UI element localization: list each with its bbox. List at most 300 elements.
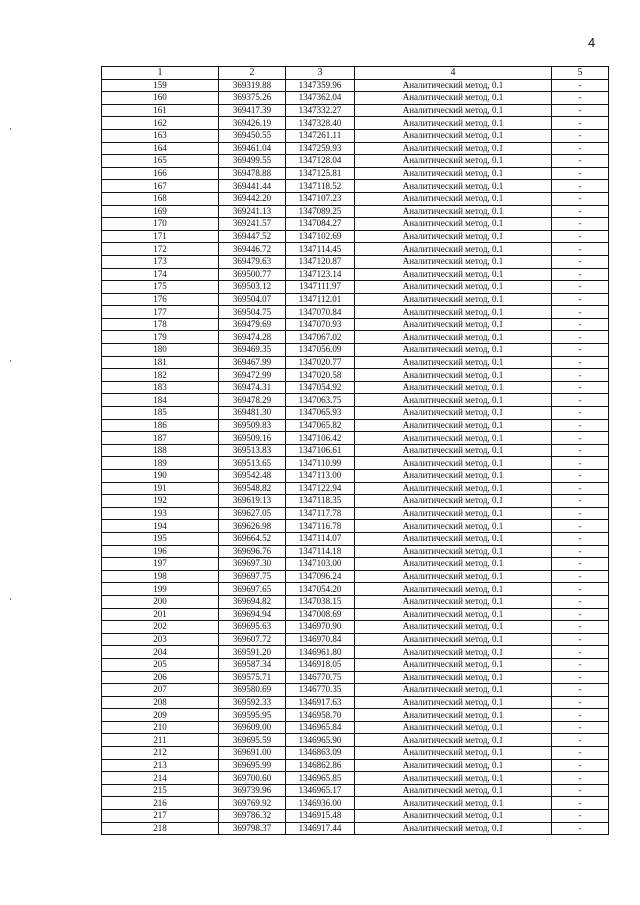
header-col-5: 5 (552, 67, 609, 80)
point-number-cell: 177 (102, 306, 219, 319)
point-number-cell: 208 (102, 696, 219, 709)
method-cell: Аналитический метод, 0.1 (355, 344, 552, 357)
table-row (102, 671, 609, 684)
table-row (102, 419, 609, 432)
point-number-cell: 178 (102, 318, 219, 331)
x-coordinate-cell: 369696.76 (219, 545, 286, 558)
table-row (102, 721, 609, 734)
y-coordinate-cell: 1347089.25 (286, 205, 355, 218)
table-row (102, 658, 609, 671)
table-body (102, 79, 609, 835)
description-cell: - (552, 268, 609, 281)
x-coordinate-cell: 369694.94 (219, 608, 286, 621)
table-row (102, 595, 609, 608)
y-coordinate-cell: 1347128.04 (286, 155, 355, 168)
y-coordinate-cell: 1346915.48 (286, 810, 355, 823)
point-number-cell: 166 (102, 167, 219, 180)
method-cell: Аналитический метод, 0.1 (355, 545, 552, 558)
method-cell: Аналитический метод, 0.1 (355, 318, 552, 331)
x-coordinate-cell: 369478.88 (219, 167, 286, 180)
description-cell: - (552, 230, 609, 243)
table-row (102, 583, 609, 596)
y-coordinate-cell: 1347067.02 (286, 331, 355, 344)
point-number-cell: 213 (102, 759, 219, 772)
y-coordinate-cell: 1346770.35 (286, 684, 355, 697)
method-cell: Аналитический метод, 0.1 (355, 79, 552, 92)
scan-mark (10, 128, 11, 130)
description-cell: - (552, 570, 609, 583)
description-cell: - (552, 356, 609, 369)
table-row (102, 545, 609, 558)
point-number-cell: 162 (102, 117, 219, 130)
y-coordinate-cell: 1347084.27 (286, 218, 355, 231)
point-number-cell: 181 (102, 356, 219, 369)
method-cell: Аналитический метод, 0.1 (355, 356, 552, 369)
x-coordinate-cell: 369592.33 (219, 696, 286, 709)
point-number-cell: 194 (102, 520, 219, 533)
y-coordinate-cell: 1346970.90 (286, 621, 355, 634)
description-cell: - (552, 583, 609, 596)
description-cell: - (552, 759, 609, 772)
table-row (102, 444, 609, 457)
x-coordinate-cell: 369474.28 (219, 331, 286, 344)
method-cell: Аналитический метод, 0.1 (355, 608, 552, 621)
table-row (102, 129, 609, 142)
table-row (102, 532, 609, 545)
x-coordinate-cell: 369587.34 (219, 658, 286, 671)
description-cell: - (552, 318, 609, 331)
x-coordinate-cell: 369739.96 (219, 784, 286, 797)
table-row (102, 432, 609, 445)
description-cell: - (552, 470, 609, 483)
table-row (102, 520, 609, 533)
table-row (102, 810, 609, 823)
description-cell: - (552, 822, 609, 835)
method-cell: Аналитический метод, 0.1 (355, 772, 552, 785)
description-cell: - (552, 407, 609, 420)
x-coordinate-cell: 369691.00 (219, 747, 286, 760)
point-number-cell: 165 (102, 155, 219, 168)
y-coordinate-cell: 1346958.70 (286, 709, 355, 722)
point-number-cell: 163 (102, 129, 219, 142)
method-cell: Аналитический метод, 0.1 (355, 331, 552, 344)
y-coordinate-cell: 1347065.82 (286, 419, 355, 432)
point-number-cell: 176 (102, 293, 219, 306)
x-coordinate-cell: 369474.31 (219, 381, 286, 394)
description-cell: - (552, 306, 609, 319)
table-row (102, 230, 609, 243)
table-row (102, 608, 609, 621)
description-cell: - (552, 104, 609, 117)
description-cell: - (552, 180, 609, 193)
y-coordinate-cell: 1347113.00 (286, 470, 355, 483)
point-number-cell: 216 (102, 797, 219, 810)
point-number-cell: 204 (102, 646, 219, 659)
x-coordinate-cell: 369375.26 (219, 92, 286, 105)
method-cell: Аналитический метод, 0.1 (355, 595, 552, 608)
y-coordinate-cell: 1347122.94 (286, 482, 355, 495)
y-coordinate-cell: 1347020.58 (286, 369, 355, 382)
table-row (102, 218, 609, 231)
point-number-cell: 198 (102, 570, 219, 583)
method-cell: Аналитический метод, 0.1 (355, 558, 552, 571)
description-cell: - (552, 633, 609, 646)
point-number-cell: 210 (102, 721, 219, 734)
x-coordinate-cell: 369467.99 (219, 356, 286, 369)
method-cell: Аналитический метод, 0.1 (355, 381, 552, 394)
point-number-cell: 159 (102, 79, 219, 92)
table-row (102, 255, 609, 268)
point-number-cell: 195 (102, 532, 219, 545)
x-coordinate-cell: 369513.83 (219, 444, 286, 457)
description-cell: - (552, 734, 609, 747)
y-coordinate-cell: 1347118.52 (286, 180, 355, 193)
description-cell: - (552, 255, 609, 268)
method-cell: Аналитический метод, 0.1 (355, 482, 552, 495)
method-cell: Аналитический метод, 0.1 (355, 444, 552, 457)
table-row (102, 407, 609, 420)
table-row (102, 192, 609, 205)
x-coordinate-cell: 369607.72 (219, 633, 286, 646)
description-cell: - (552, 142, 609, 155)
table-row (102, 117, 609, 130)
table-row (102, 79, 609, 92)
y-coordinate-cell: 1347112.01 (286, 293, 355, 306)
point-number-cell: 192 (102, 495, 219, 508)
y-coordinate-cell: 1347070.93 (286, 318, 355, 331)
method-cell: Аналитический метод, 0.1 (355, 671, 552, 684)
y-coordinate-cell: 1347259.93 (286, 142, 355, 155)
y-coordinate-cell: 1346862.86 (286, 759, 355, 772)
x-coordinate-cell: 369504.07 (219, 293, 286, 306)
method-cell: Аналитический метод, 0.1 (355, 155, 552, 168)
point-number-cell: 193 (102, 507, 219, 520)
y-coordinate-cell: 1346863.09 (286, 747, 355, 760)
method-cell: Аналитический метод, 0.1 (355, 167, 552, 180)
point-number-cell: 169 (102, 205, 219, 218)
table-row (102, 394, 609, 407)
x-coordinate-cell: 369548.82 (219, 482, 286, 495)
point-number-cell: 164 (102, 142, 219, 155)
point-number-cell: 174 (102, 268, 219, 281)
description-cell: - (552, 444, 609, 457)
table-row (102, 784, 609, 797)
method-cell: Аналитический метод, 0.1 (355, 142, 552, 155)
y-coordinate-cell: 1346917.63 (286, 696, 355, 709)
x-coordinate-cell: 369446.72 (219, 243, 286, 256)
table-row (102, 281, 609, 294)
y-coordinate-cell: 1347106.42 (286, 432, 355, 445)
table-row (102, 709, 609, 722)
y-coordinate-cell: 1347070.84 (286, 306, 355, 319)
x-coordinate-cell: 369575.71 (219, 671, 286, 684)
table-row (102, 457, 609, 470)
y-coordinate-cell: 1347056.09 (286, 344, 355, 357)
header-col-1: 1 (102, 67, 219, 80)
x-coordinate-cell: 369319.88 (219, 79, 286, 92)
method-cell: Аналитический метод, 0.1 (355, 684, 552, 697)
description-cell: - (552, 243, 609, 256)
table-row (102, 696, 609, 709)
point-number-cell: 203 (102, 633, 219, 646)
y-coordinate-cell: 1347123.14 (286, 268, 355, 281)
y-coordinate-cell: 1346965.17 (286, 784, 355, 797)
table-row (102, 205, 609, 218)
y-coordinate-cell: 1347103.00 (286, 558, 355, 571)
y-coordinate-cell: 1347117.78 (286, 507, 355, 520)
description-cell: - (552, 696, 609, 709)
description-cell: - (552, 621, 609, 634)
description-cell: - (552, 192, 609, 205)
table-row (102, 381, 609, 394)
x-coordinate-cell: 369479.63 (219, 255, 286, 268)
description-cell: - (552, 595, 609, 608)
x-coordinate-cell: 369694.82 (219, 595, 286, 608)
x-coordinate-cell: 369478.29 (219, 394, 286, 407)
table-row (102, 734, 609, 747)
description-cell: - (552, 482, 609, 495)
description-cell: - (552, 331, 609, 344)
table-row (102, 621, 609, 634)
x-coordinate-cell: 369697.75 (219, 570, 286, 583)
point-number-cell: 175 (102, 281, 219, 294)
y-coordinate-cell: 1347114.07 (286, 532, 355, 545)
point-number-cell: 189 (102, 457, 219, 470)
x-coordinate-cell: 369500.77 (219, 268, 286, 281)
table-row (102, 293, 609, 306)
x-coordinate-cell: 369461.04 (219, 142, 286, 155)
x-coordinate-cell: 369504.75 (219, 306, 286, 319)
y-coordinate-cell: 1346961.80 (286, 646, 355, 659)
x-coordinate-cell: 369798.37 (219, 822, 286, 835)
description-cell: - (552, 281, 609, 294)
description-cell: - (552, 117, 609, 130)
method-cell: Аналитический метод, 0.1 (355, 205, 552, 218)
table-row (102, 306, 609, 319)
point-number-cell: 199 (102, 583, 219, 596)
method-cell: Аналитический метод, 0.1 (355, 129, 552, 142)
method-cell: Аналитический метод, 0.1 (355, 92, 552, 105)
description-cell: - (552, 558, 609, 571)
description-cell: - (552, 394, 609, 407)
point-number-cell: 179 (102, 331, 219, 344)
y-coordinate-cell: 1346965.84 (286, 721, 355, 734)
table-row (102, 470, 609, 483)
x-coordinate-cell: 369786.32 (219, 810, 286, 823)
point-number-cell: 167 (102, 180, 219, 193)
x-coordinate-cell: 369619.13 (219, 495, 286, 508)
point-number-cell: 180 (102, 344, 219, 357)
point-number-cell: 170 (102, 218, 219, 231)
table-row (102, 558, 609, 571)
description-cell: - (552, 520, 609, 533)
description-cell: - (552, 92, 609, 105)
y-coordinate-cell: 1347125.81 (286, 167, 355, 180)
point-number-cell: 214 (102, 772, 219, 785)
x-coordinate-cell: 369695.63 (219, 621, 286, 634)
method-cell: Аналитический метод, 0.1 (355, 633, 552, 646)
method-cell: Аналитический метод, 0.1 (355, 293, 552, 306)
description-cell: - (552, 671, 609, 684)
method-cell: Аналитический метод, 0.1 (355, 281, 552, 294)
method-cell: Аналитический метод, 0.1 (355, 470, 552, 483)
table-row (102, 570, 609, 583)
scan-mark (10, 360, 11, 362)
x-coordinate-cell: 369700.60 (219, 772, 286, 785)
y-coordinate-cell: 1347114.45 (286, 243, 355, 256)
table-row (102, 318, 609, 331)
description-cell: - (552, 608, 609, 621)
method-cell: Аналитический метод, 0.1 (355, 721, 552, 734)
method-cell: Аналитический метод, 0.1 (355, 646, 552, 659)
description-cell: - (552, 532, 609, 545)
x-coordinate-cell: 369241.13 (219, 205, 286, 218)
method-cell: Аналитический метод, 0.1 (355, 117, 552, 130)
y-coordinate-cell: 1347107.23 (286, 192, 355, 205)
method-cell: Аналитический метод, 0.1 (355, 255, 552, 268)
point-number-cell: 191 (102, 482, 219, 495)
description-cell: - (552, 721, 609, 734)
method-cell: Аналитический метод, 0.1 (355, 495, 552, 508)
table-row (102, 155, 609, 168)
method-cell: Аналитический метод, 0.1 (355, 747, 552, 760)
method-cell: Аналитический метод, 0.1 (355, 784, 552, 797)
description-cell: - (552, 646, 609, 659)
y-coordinate-cell: 1347096.24 (286, 570, 355, 583)
description-cell: - (552, 432, 609, 445)
method-cell: Аналитический метод, 0.1 (355, 658, 552, 671)
table-row (102, 331, 609, 344)
point-number-cell: 173 (102, 255, 219, 268)
point-number-cell: 185 (102, 407, 219, 420)
point-number-cell: 168 (102, 192, 219, 205)
description-cell: - (552, 457, 609, 470)
method-cell: Аналитический метод, 0.1 (355, 810, 552, 823)
method-cell: Аналитический метод, 0.1 (355, 709, 552, 722)
table-row (102, 633, 609, 646)
x-coordinate-cell: 369447.52 (219, 230, 286, 243)
table-row (102, 142, 609, 155)
coordinates-table (101, 66, 609, 835)
method-cell: Аналитический метод, 0.1 (355, 759, 552, 772)
y-coordinate-cell: 1347114.18 (286, 545, 355, 558)
x-coordinate-cell: 369697.65 (219, 583, 286, 596)
y-coordinate-cell: 1347008.69 (286, 608, 355, 621)
description-cell: - (552, 545, 609, 558)
description-cell: - (552, 658, 609, 671)
x-coordinate-cell: 369513.65 (219, 457, 286, 470)
point-number-cell: 184 (102, 394, 219, 407)
x-coordinate-cell: 369442.20 (219, 192, 286, 205)
description-cell: - (552, 293, 609, 306)
method-cell: Аналитический метод, 0.1 (355, 407, 552, 420)
x-coordinate-cell: 369697.30 (219, 558, 286, 571)
x-coordinate-cell: 369695.99 (219, 759, 286, 772)
method-cell: Аналитический метод, 0.1 (355, 696, 552, 709)
table-row (102, 482, 609, 495)
point-number-cell: 196 (102, 545, 219, 558)
method-cell: Аналитический метод, 0.1 (355, 532, 552, 545)
x-coordinate-cell: 369595.95 (219, 709, 286, 722)
description-cell: - (552, 369, 609, 382)
x-coordinate-cell: 369609.00 (219, 721, 286, 734)
point-number-cell: 161 (102, 104, 219, 117)
table-row (102, 92, 609, 105)
description-cell: - (552, 79, 609, 92)
point-number-cell: 160 (102, 92, 219, 105)
y-coordinate-cell: 1347110.99 (286, 457, 355, 470)
point-number-cell: 188 (102, 444, 219, 457)
y-coordinate-cell: 1346965.90 (286, 734, 355, 747)
table-row (102, 646, 609, 659)
description-cell: - (552, 709, 609, 722)
description-cell: - (552, 507, 609, 520)
point-number-cell: 211 (102, 734, 219, 747)
method-cell: Аналитический метод, 0.1 (355, 822, 552, 835)
point-number-cell: 200 (102, 595, 219, 608)
description-cell: - (552, 381, 609, 394)
point-number-cell: 183 (102, 381, 219, 394)
point-number-cell: 182 (102, 369, 219, 382)
table-row (102, 369, 609, 382)
description-cell: - (552, 419, 609, 432)
table-row (102, 507, 609, 520)
table-row (102, 772, 609, 785)
description-cell: - (552, 747, 609, 760)
description-cell: - (552, 344, 609, 357)
point-number-cell: 201 (102, 608, 219, 621)
y-coordinate-cell: 1346918.05 (286, 658, 355, 671)
x-coordinate-cell: 369627.05 (219, 507, 286, 520)
table-row (102, 495, 609, 508)
table-row (102, 759, 609, 772)
table-row (102, 180, 609, 193)
y-coordinate-cell: 1347063.75 (286, 394, 355, 407)
point-number-cell: 202 (102, 621, 219, 634)
method-cell: Аналитический метод, 0.1 (355, 192, 552, 205)
method-cell: Аналитический метод, 0.1 (355, 583, 552, 596)
header-col-4: 4 (355, 67, 552, 80)
y-coordinate-cell: 1347102.69 (286, 230, 355, 243)
y-coordinate-cell: 1347116.78 (286, 520, 355, 533)
x-coordinate-cell: 369769.92 (219, 797, 286, 810)
y-coordinate-cell: 1346770.75 (286, 671, 355, 684)
x-coordinate-cell: 369664.52 (219, 532, 286, 545)
x-coordinate-cell: 369481.30 (219, 407, 286, 420)
point-number-cell: 206 (102, 671, 219, 684)
description-cell: - (552, 155, 609, 168)
y-coordinate-cell: 1347120.87 (286, 255, 355, 268)
y-coordinate-cell: 1346965.85 (286, 772, 355, 785)
table-row (102, 268, 609, 281)
x-coordinate-cell: 369472.99 (219, 369, 286, 382)
point-number-cell: 197 (102, 558, 219, 571)
table-row (102, 747, 609, 760)
x-coordinate-cell: 369479.69 (219, 318, 286, 331)
y-coordinate-cell: 1346917.44 (286, 822, 355, 835)
scan-mark (10, 598, 11, 600)
description-cell: - (552, 684, 609, 697)
x-coordinate-cell: 369626.98 (219, 520, 286, 533)
x-coordinate-cell: 369450.55 (219, 129, 286, 142)
x-coordinate-cell: 369426.19 (219, 117, 286, 130)
description-cell: - (552, 797, 609, 810)
method-cell: Аналитический метод, 0.1 (355, 243, 552, 256)
page-number: 4 (588, 35, 596, 50)
y-coordinate-cell: 1347065.93 (286, 407, 355, 420)
y-coordinate-cell: 1347106.61 (286, 444, 355, 457)
table-row (102, 797, 609, 810)
